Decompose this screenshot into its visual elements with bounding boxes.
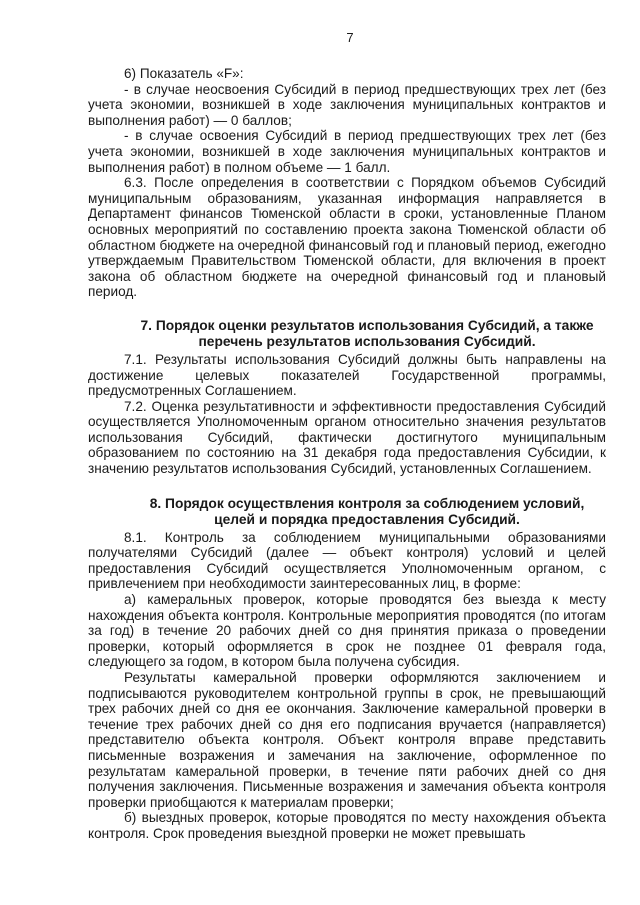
paragraph-8-1: 8.1. Контроль за соблюдением муниципальными образованиями получателями Субсидий (далее — объект контроля) условий и целей предоставления Субсидий осуществляется Уполномоченным органом, с привлечением при необходимости заинтересованных лиц, в форме:	[88, 529, 606, 592]
indicator-f-title: 6) Показатель «F»:	[124, 66, 244, 81]
item-a-cameral-inspections: а) камеральных проверок, которые проводятся без выезда к месту нахождения объекта контроля. Контрольные мероприятия проводятся (по итогам за год) в течение 20 рабочих дней со дня принятия приказа о проведении проверки, который оформляется в срок не позднее 01 февраля года, следующего за годом, в котором была получена субсидия.	[88, 592, 606, 670]
paragraph-6-3: 6.3. После определения в соответствии с Порядком объемов Субсидий муниципальным образованиям, указанная информация направляется в Департамент финансов Тюменской области в сроки, установленные Планом основных мероприятий по составлению проекта закона Тюменской области об областном бюджете на очередной финансовый год и плановый период, ежегодно утверждаемым Правительством Тюменской области, для включения в проект закона об областном бюджете на очередной финансовый год и плановый период.	[88, 175, 606, 300]
section-7-heading: 7. Порядок оценки результатов использования Субсидий, а также перечень результатов использования Субсидий.	[140, 317, 594, 349]
page-number: 7	[346, 30, 354, 45]
paragraph-7-2: 7.2. Оценка результативности и эффективности предоставления Субсидий осуществляется Уполномоченным органом относительно значения результатов использования Субсидий, фактически достигнутого муниципальным образованием по состоянию на 31 декабря года предоставления Субсидии, к значению результатов использования Субсидий, установленных Соглашением.	[88, 398, 606, 477]
item-b-field-inspections: б) выездных проверок, которые проводятся по месту нахождения объекта контроля. Срок проведения выездной проверки не может превышать	[88, 810, 606, 841]
cameral-results-paragraph: Результаты камеральной проверки оформляются заключением и подписываются руководителем контрольной группы в срок, не превышающий трех рабочих дней со дня ее окончания. Заключение камеральной проверки в течение трех рабочих дней со дня его подписания вручается (направляется) представителю объекта контроля. Объект контроля вправе представить письменные возражения и замечания на заключение, оформленное по результатам камеральной проверки, в течение пяти рабочих дней со дня получения заключения. Письменные возражения и замечания объекта контроля проверки приобщаются к материалам проверки;	[88, 670, 606, 810]
indicator-f-item-1: - в случае неосвоения Субсидий в период предшествующих трех лет (без учета экономии, возникшей в ходе заключения муниципальных контрактов и выполнения работ) — 0 баллов;	[88, 81, 606, 128]
section-8-heading: 8. Порядок осуществления контроля за соблюдением условий, целей и порядка предоставления Субсидий.	[149, 495, 585, 527]
indicator-f-item-2: - в случае освоения Субсидий в период предшествующих трех лет (без учета экономии, возникшей в ходе заключения муниципальных контрактов и выполнения работ) в полном объеме — 1 балл.	[88, 128, 606, 175]
paragraph-7-1: 7.1. Результаты использования Субсидий должны быть направлены на достижение целевых показателей Государственной программы, предусмотренных Соглашением.	[88, 351, 606, 399]
